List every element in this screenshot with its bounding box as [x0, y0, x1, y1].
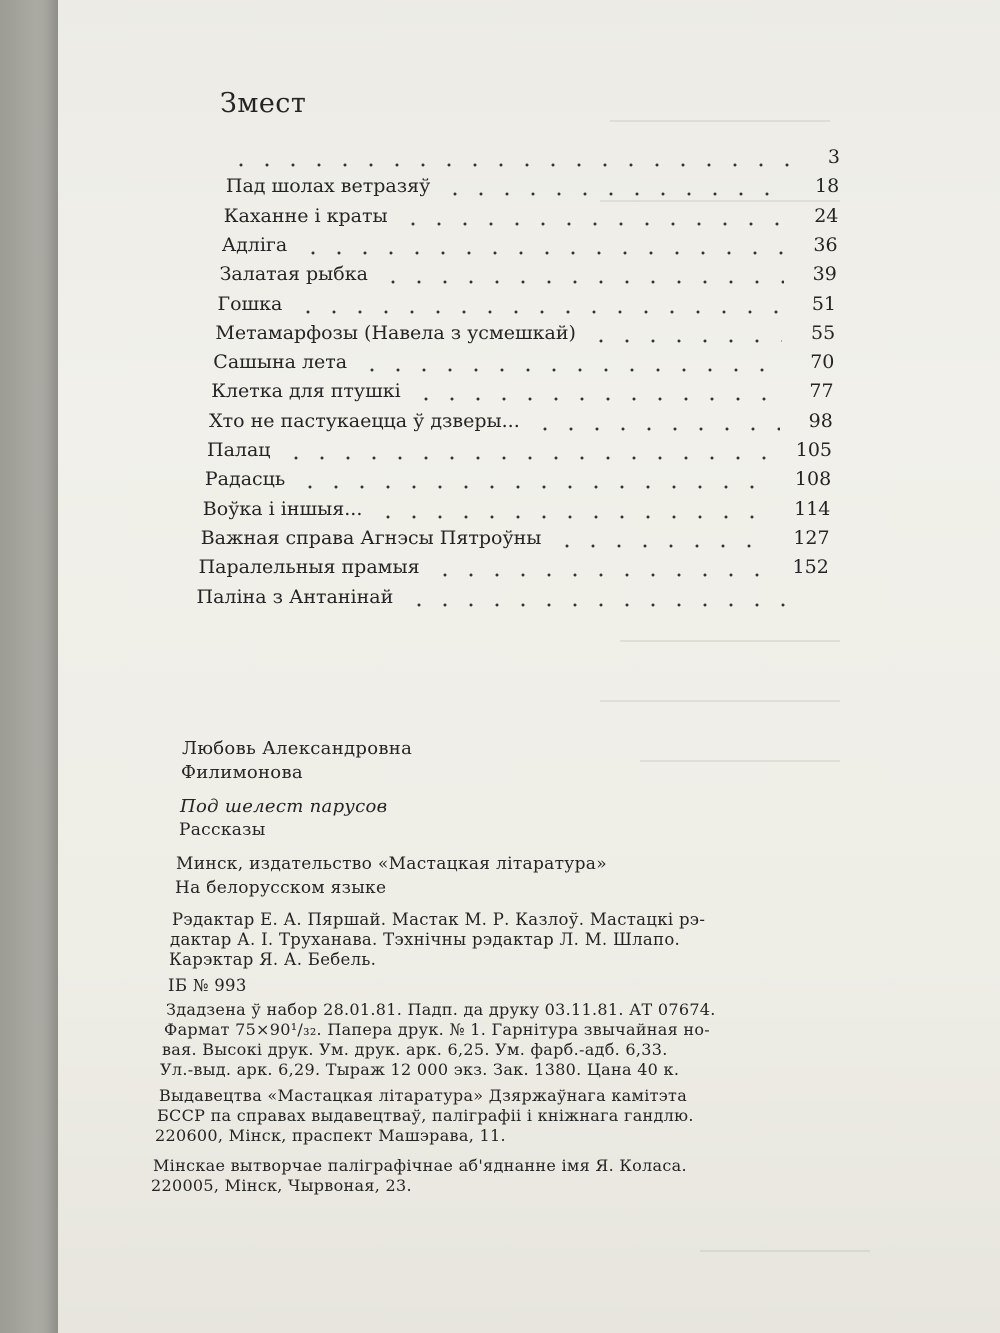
contents-row-title: Гошка — [217, 292, 283, 315]
contents-row-page: 55 — [811, 321, 836, 344]
contents-row — [0, 586, 1000, 614]
dot-leader — [432, 558, 765, 580]
contents-row-page: 114 — [794, 497, 831, 520]
dot-leader — [588, 324, 782, 346]
contents-row — [0, 263, 1000, 291]
editors-line: Рэдактар Е. А. Пяршай. Мастак М. Р. Казлоў. Мастацкі рэ- — [172, 910, 706, 929]
printer-line: Мінскае вытворчае паліграфічнае аб'яднанне імя Я. Коласа. — [153, 1156, 687, 1175]
print-spec-line: Ул.-выд. арк. 6,29. Тыраж 12 000 экз. Зак. 1380. Цана 40 к. — [160, 1060, 680, 1079]
contents-row-page: 24 — [814, 204, 839, 227]
contents-row — [0, 146, 1000, 174]
dot-leader — [554, 529, 766, 551]
contents-row-title: Метамарфозы (Навела з усмешкай) — [215, 321, 576, 344]
print-spec-line: Здадзена ў набор 28.01.81. Падп. да друку 03.11.81. АТ 07674. — [166, 1000, 716, 1019]
contents-row-title: Сашына лета — [213, 351, 348, 374]
editors-line: дактар А. І. Труханава. Тэхнічны рэдактар Л. М. Шлапо. — [170, 930, 681, 949]
contents-row — [0, 439, 1000, 467]
contents-row-page: 152 — [792, 556, 829, 579]
contents-row-page: 98 — [808, 409, 833, 432]
contents-row — [0, 234, 1000, 262]
contents-row — [0, 175, 1000, 203]
publisher-full-line: Выдавецтва «Мастацкая літаратура» Дзяржаўнага камітэта — [159, 1086, 688, 1105]
contents-row-title: Воўка і іншыя... — [202, 497, 363, 520]
dot-leader — [228, 148, 799, 170]
contents-row-title: Пад шолах ветразяў — [225, 175, 431, 198]
contents-row-page: 70 — [810, 351, 835, 374]
publisher-line: Минск, издательство «Мастацкая літаратура» — [176, 854, 607, 874]
dot-leader — [406, 588, 798, 610]
contents-row — [0, 380, 1000, 408]
printer-line: 220005, Мінск, Чырвоная, 23. — [151, 1176, 412, 1195]
contents-row — [0, 468, 1000, 496]
contents-row-title: Паліна з Антанінай — [196, 585, 394, 608]
contents-row-page: 36 — [813, 233, 838, 256]
contents-row-page: 3 — [827, 146, 840, 168]
contents-row-title: Каханне і краты — [223, 204, 388, 227]
contents-row — [0, 498, 1000, 526]
publisher-full-line: 220600, Мінск, праспект Машэрава, 11. — [155, 1126, 506, 1145]
contents-row-page: 127 — [793, 526, 830, 549]
dot-leader — [295, 295, 783, 317]
contents-row — [0, 556, 1000, 584]
contents-row — [0, 351, 1000, 379]
contents-heading: Змест — [220, 88, 307, 119]
dot-leader — [532, 412, 780, 434]
publisher-full-line: БССР па справах выдавецтваў, паліграфіі і кніжнага гандлю. — [157, 1106, 694, 1125]
contents-row — [0, 293, 1000, 321]
contents-row — [0, 205, 1000, 233]
contents-row-title: Паралельныя прамыя — [198, 556, 420, 579]
contents-row-title: Палац — [207, 439, 271, 461]
print-spec-line: Фармат 75×90¹/₃₂. Папера друк. № 1. Гарнітура звычайная но- — [164, 1020, 710, 1039]
dot-leader — [375, 500, 766, 522]
contents-row-page: 77 — [809, 380, 834, 403]
contents-row — [0, 322, 1000, 350]
author-first-names: Любовь Александровна — [182, 738, 413, 759]
contents-row-page: 18 — [815, 175, 840, 198]
dot-leader — [300, 236, 785, 258]
ib-number: ІБ № 993 — [168, 976, 247, 995]
book-genre: Рассказы — [179, 820, 266, 840]
dot-leader — [442, 177, 786, 199]
contents-row-title: Клетка для птушкі — [211, 380, 401, 403]
dot-leader — [297, 470, 767, 492]
contents-row-title: Адліга — [221, 233, 288, 256]
dot-leader — [380, 265, 784, 287]
print-spec-line: вая. Высокі друк. Ум. друк. арк. 6,25. Ум. фарб.-адб. 6,33. — [162, 1040, 668, 1059]
contents-row-page: 51 — [811, 292, 836, 315]
dot-leader — [400, 207, 785, 229]
dot-leader — [413, 382, 781, 404]
editors-line: Карэктар Я. А. Бебель. — [169, 950, 377, 969]
author-surname: Филимонова — [181, 762, 303, 783]
contents-row-page: 105 — [795, 439, 832, 461]
contents-row-title: Хто не пастукаецца ў дзверы... — [209, 409, 520, 432]
contents-row-page: 39 — [812, 263, 837, 286]
contents-row-page: 108 — [794, 468, 832, 491]
contents-row-title: Залатая рыбка — [219, 263, 368, 286]
contents-row-title: Радасць — [204, 468, 286, 491]
language-line: На белорусском языке — [175, 878, 387, 898]
dot-leader — [359, 353, 781, 375]
contents-row-title: Важная справа Агнэсы Пятроўны — [200, 526, 542, 549]
contents-row — [0, 527, 1000, 555]
book-title: Под шелест парусов — [180, 796, 388, 817]
dot-leader — [283, 441, 768, 463]
contents-row — [0, 410, 1000, 438]
